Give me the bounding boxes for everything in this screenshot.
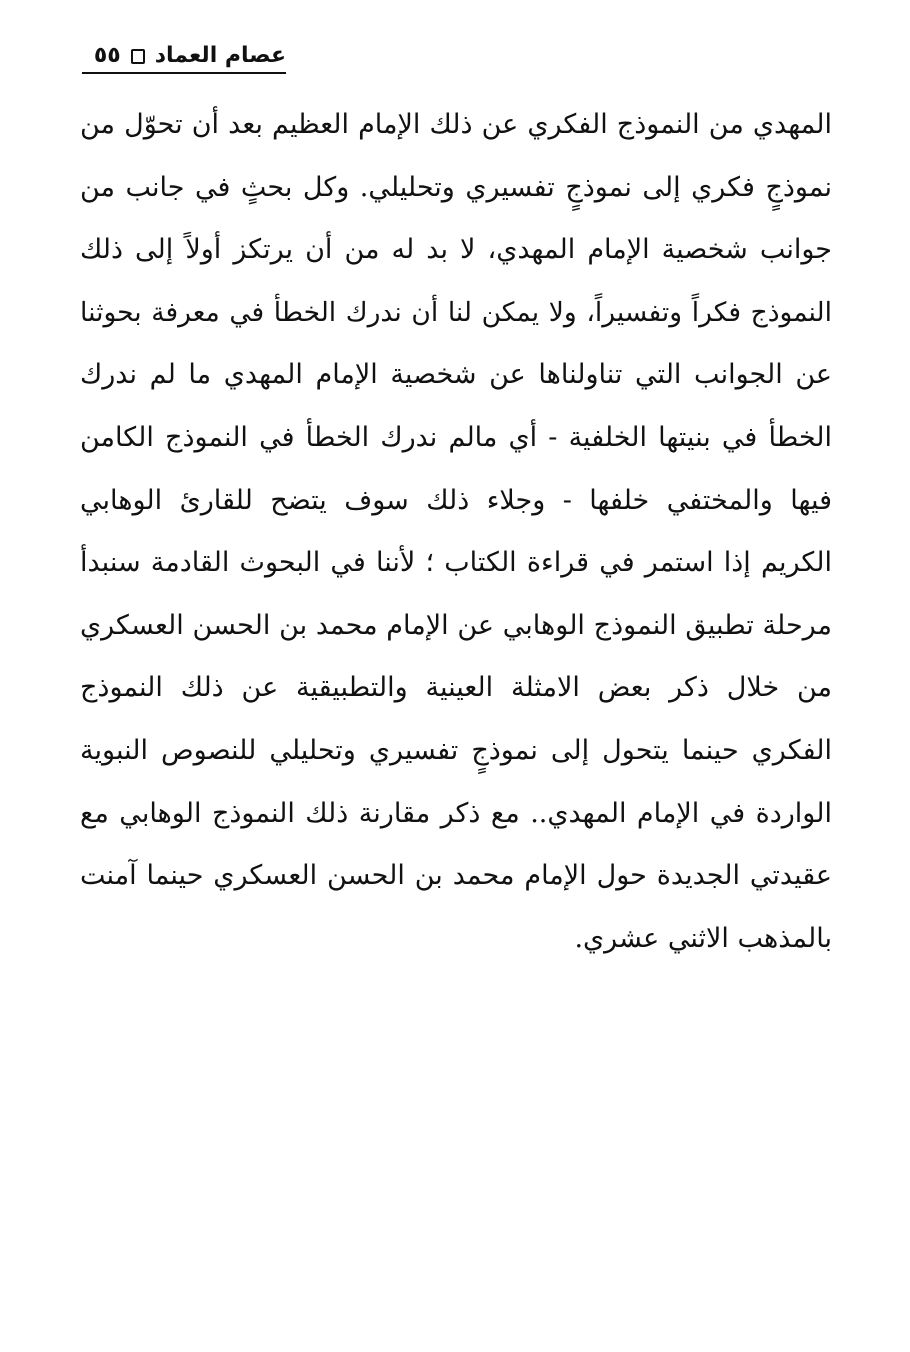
header-title: عصام العماد (154, 43, 286, 68)
text-line-10: من خلال ذكر بعض الامثلة العينية والتطبيقية عن ذلك النموذج (80, 672, 832, 704)
text-line-4: النموذج فكراً وتفسيراً، ولا يمكن لنا أن ندرك الخطأ في معرفة بحوثنا (80, 296, 832, 328)
text-line-6: الخطأ في بنيتها الخلفية - أي مالم ندرك الخطأ في النموذج الكامن (80, 421, 832, 453)
text-line-8: الكريم إذا استمر في قراءة الكتاب ؛ لأننا في البحوث القادمة سنبدأ (80, 547, 832, 579)
text-line-5: عن الجوانب التي تناولناها عن شخصية الإمام المهدي ما لم ندرك (80, 359, 832, 391)
text-line-7: فيها والمختفي خلفها - وجلاء ذلك سوف يتضح للقارئ الوهابي (80, 484, 832, 516)
running-header (82, 40, 286, 74)
header-separator-box (131, 49, 145, 64)
text-line-13: عقيدتي الجديدة حول الإمام محمد بن الحسن العسكري حينما آمنت (80, 860, 832, 892)
text-line-2: نموذجٍ فكري إلى نموذجٍ تفسيري وتحليلي. وكل بحثٍ في جانب من (80, 171, 832, 203)
text-line-1: المهدي من النموذج الفكري عن ذلك الإمام العظيم بعد أن تحوّل من (80, 109, 832, 140)
text-line-11: الفكري حينما يتحول إلى نموذجٍ تفسيري وتحليلي للنصوص النبوية (80, 734, 832, 766)
body-text (80, 94, 832, 970)
text-line-9: مرحلة تطبيق النموذج الوهابي عن الإمام محمد بن الحسن العسكري (80, 609, 832, 641)
text-line-14: بالمذهب الاثني عشري. (574, 922, 832, 954)
header-page-number: ٥٥ (93, 43, 121, 68)
text-line-12: الواردة في الإمام المهدي.. مع ذكر مقارنة ذلك النموذج الوهابي مع (80, 797, 832, 829)
text-line-3: جوانب شخصية الإمام المهدي، لا بد له من أن يرتكز أولاً إلى ذلك (80, 234, 832, 266)
